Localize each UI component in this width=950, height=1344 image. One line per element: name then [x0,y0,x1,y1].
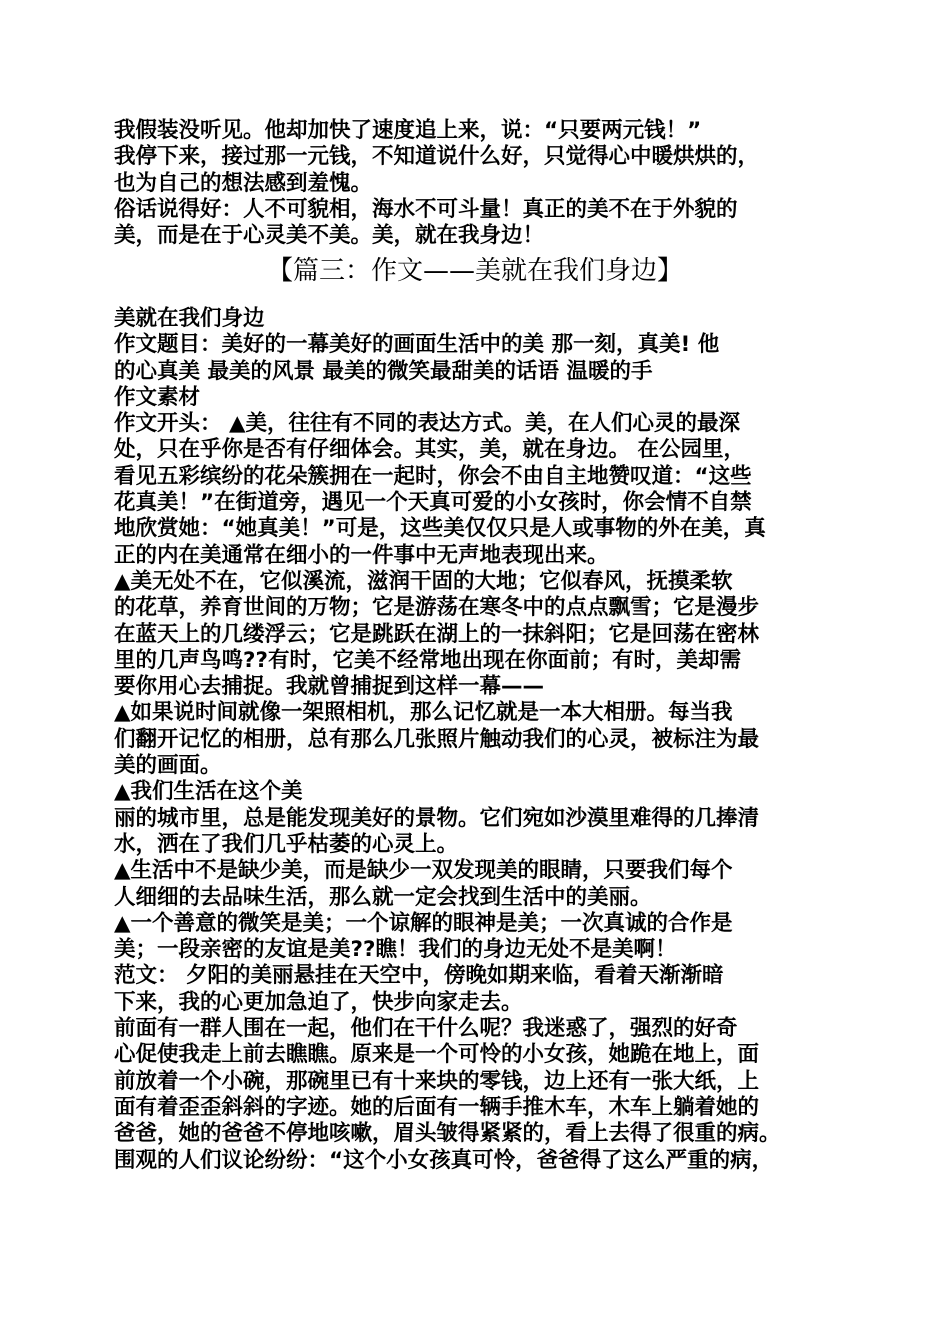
text-line: 在蓝天上的几缕浮云；它是跳跃在湖上的一抹斜阳；它是回荡在密林 [114,621,760,647]
section-title: 【篇三：作文——美就在我们身边】 [266,256,683,286]
text-line: 处，只在乎你是否有仔细体会。其实，美，就在身边。 在公园里， [114,437,745,463]
text-line: 要你用心去捕捉。我就曾捕捉到这样一幕—— [114,674,545,700]
text-line: 花真美！”在街道旁，遇见一个天真可爱的小女孩时，你会情不自禁 [114,490,752,516]
text-line: 美就在我们身边 [114,306,265,331]
text-line: 看见五彩缤纷的花朵簇拥在一起时，你会不由自主地赞叹道：“这些 [114,463,752,489]
text-line: 地欣赏她：“她真美！”可是，这些美仅仅只是人或事物的外在美，真 [114,516,766,542]
text-line: ▲生活中不是缺少美，而是缺少一双发现美的眼睛，只要我们每个 [114,858,733,884]
text-line: ▲美无处不在，它似溪流，滋润干固的大地；它似春风，抚摸柔软 [114,568,733,594]
text-line: 爸爸，她的爸爸不停地咳嗽，眉头皱得紧紧的，看上去得了很重的病。 [114,1121,781,1147]
text-line: 的心真美 最美的风景 最美的微笑最甜美的话语 温暖的手 [114,358,653,384]
text-line: ▲我们生活在这个美 [114,779,303,805]
text-line: 丽的城市里，总是能发现美好的景物。它们宛如沙漠里难得的几捧清 [114,805,760,831]
text-line: 人细细的去品味生活，那么就一定会找到生活中的美丽。 [114,884,652,910]
text-line: 美；一段亲密的友谊是美??瞧！我们的身边无处不是美啊！ [114,937,677,963]
text-line: 前放着一个小碗，那碗里已有十来块的零钱，边上还有一张大纸，上 [114,1068,760,1094]
text-line: 面有着歪歪斜斜的字迹。她的后面有一辆手推木车，木车上躺着她的 [114,1094,760,1120]
text-line: 俗话说得好：人不可貌相，海水不可斗量！真正的美不在于外貌的 [114,196,738,222]
main-paragraphs [114,306,854,1174]
text-line: 下来，我的心更加急迫了，快步向家走去。 [114,989,523,1015]
text-line: 心促使我走上前去瞧瞧。原来是一个可怜的小女孩，她跪在地上，面 [114,1042,760,1068]
text-line: 我停下来，接过那一元钱，不知道说什么好，只觉得心中暖烘烘的， [114,144,760,170]
text-line: 作文题目：美好的一幕美好的画面生活中的美 那一刻，真美! 他 [114,332,720,358]
text-line: 们翻开记忆的相册，总有那么几张照片触动我们的心灵，被标注为最 [114,726,760,752]
text-line: 作文素材 [114,384,201,410]
text-line: 前面有一群人围在一起，他们在干什么呢？我迷惑了，强烈的好奇 [114,1016,738,1042]
text-line: ▲一个善意的微笑是美；一个谅解的眼神是美；一次真诚的合作是 [114,910,733,936]
text-line: 美，而是在于心灵美不美。美，就在我身边！ [114,223,545,249]
text-line: 里的几声鸟鸣??有时，它美不经常地出现在你面前；有时，美却需 [114,647,741,673]
text-line: 范文： 夕阳的美丽悬挂在天空中，傍晚如期来临，看着天渐渐暗 [114,963,724,989]
text-line: 作文开头： ▲美，往往有不同的表达方式。美，在人们心灵的最深 [114,411,741,437]
text-line: 正的内在美通常在细小的一件事中无声地表现出来。 [114,542,609,568]
text-line: 也为自己的想法感到羞愧。 [114,170,373,196]
text-line: ▲如果说时间就像一架照相机，那么记忆就是一本大相册。每当我 [114,700,733,726]
text-line: 水，洒在了我们几乎枯萎的心灵上。 [114,831,459,857]
text-line: 我假装没听见。他却加快了速度追上来，说：“只要两元钱！” [114,118,702,143]
text-line: 的花草，养育世间的万物；它是游荡在寒冬中的点点飘雪；它是漫步 [114,595,760,621]
text-line: 围观的人们议论纷纷：“这个小女孩真可怜，爸爸得了这么严重的病， [114,1147,774,1173]
text-line: 美的画面。 [114,753,222,779]
top-paragraphs [114,118,854,249]
